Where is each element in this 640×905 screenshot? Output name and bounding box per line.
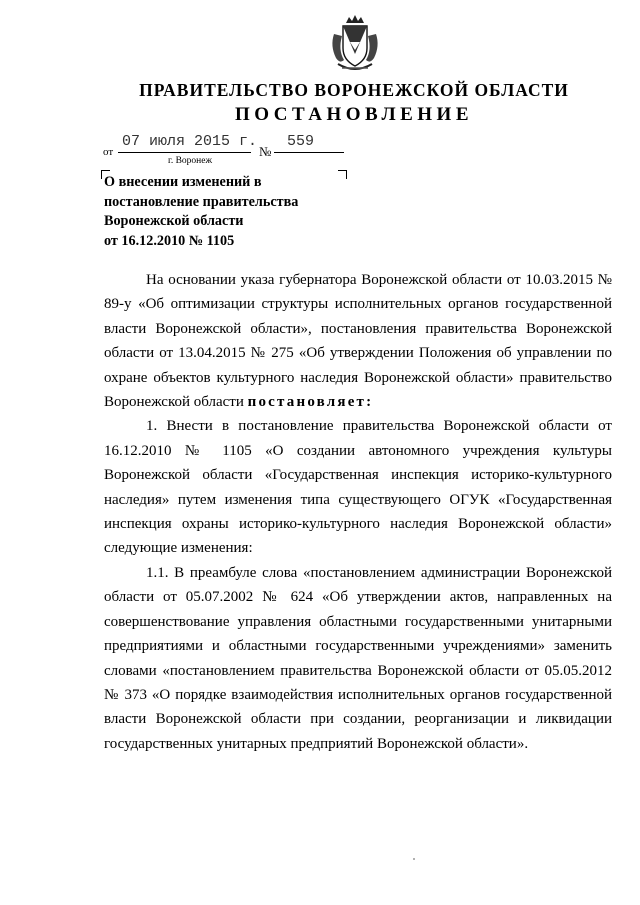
clause-1-paragraph: 1. Внести в постановление правительства Воронежской области от 16.12.2010 № 1105 «О создании автономного учреждения культуры Воронежской области «Государственная инспекция историко-культурного наследия» путем изменения типа существующего ОГУК «Государственная инспекция охраны историко-культурного наследия Воронежской области» следующие изменения: <box>104 418 612 557</box>
document-date: 07 июля 2015 г. <box>122 133 258 150</box>
preamble-paragraph <box>104 268 612 414</box>
document-type: ПОСТАНОВЛЕНИЕ <box>234 104 474 125</box>
subject-corner-right <box>338 170 347 179</box>
subject-line: Воронежской области <box>104 213 244 229</box>
document-body <box>104 268 612 756</box>
subject-line: постановление правительства <box>104 193 299 210</box>
resolves-verb: постановляет: <box>247 394 374 411</box>
subject-line: от 16.12.2010 № 1105 <box>104 232 235 249</box>
clause-1-1-paragraph: 1.1. В преамбуле слова «постановлением администрации Воронежской области от 05.07.2002 № 624 «Об утверждении актов, направленных на совершенствование управления областными государственными унитарными предприятиями и областными государственными учреждениями» заменить словами «постановлением правительства Воронежской области от 05.05.2012 № 373 «О порядке взаимодействия исполнительных органов государственной власти Воронежской области при создании, реорганизации и ликвидации государственных унитарных предприятий Воронежской области». <box>104 564 612 752</box>
government-title: ПРАВИТЕЛЬСТВО ВОРОНЕЖСКОЙ ОБЛАСТИ <box>139 80 569 100</box>
from-label: от <box>103 146 114 158</box>
document-number: 559 <box>287 133 315 150</box>
scan-speck <box>413 858 415 860</box>
subject-line: О внесении изменений в <box>104 174 262 190</box>
preamble-text: На основании указа губернатора Воронежской области от 10.03.2015 № 89-у «Об оптимизации структуры исполнительных органов государственной власти Воронежской области», постановления правительства Воронежской области от 13.04.2015 № 275 «Об утверждении Положения об управлении по охране объектов культурного наследия Воронежской области» правительство Воронежской области <box>104 272 612 411</box>
coat-of-arms-icon <box>328 14 382 74</box>
number-underline <box>274 152 344 153</box>
document-subject <box>104 173 334 251</box>
number-label: № <box>259 144 272 159</box>
date-underline <box>118 152 251 153</box>
city-label: г. Воронеж <box>168 156 213 166</box>
